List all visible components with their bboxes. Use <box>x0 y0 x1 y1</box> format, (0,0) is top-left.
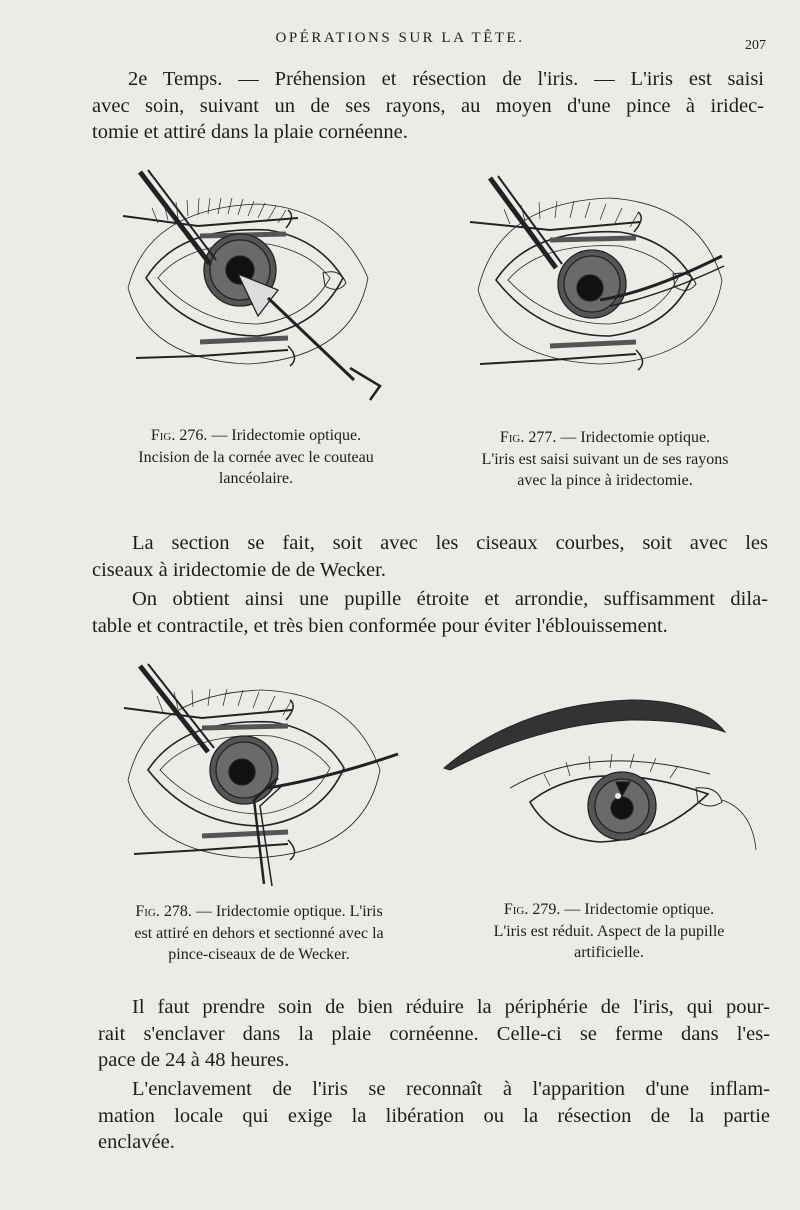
figure-276-caption-line-2: Incision de la cornée avec le couteau <box>138 448 374 466</box>
middle-paragraph-2-line-2: table et contractile, et très bien conformée pour éviter l'éblouissement. <box>92 614 668 637</box>
figure-276-illustration <box>118 168 388 413</box>
middle-paragraph-1 <box>92 530 768 583</box>
closing-paragraph-2-line-2: mation locale qui exige la libération ou la résection de la partie <box>98 1104 770 1127</box>
closing-paragraph-1 <box>98 994 770 1074</box>
running-title: OPÉRATIONS SUR LA TÊTE. <box>275 30 525 46</box>
closing-paragraph-2-line-1: L'enclavement de l'iris se reconnaît à l'apparition d'une inflam- <box>132 1078 770 1100</box>
closing-paragraph-1-line-3: pace de 24 à 48 heures. <box>98 1049 290 1071</box>
middle-paragraph-1-line-1: La section se fait, soit avec les ciseaux courbes, soit avec les <box>132 532 768 554</box>
figure-276-caption-line-3: lancéolaire. <box>218 470 294 487</box>
intro-line-2: avec soin, suivant un de ses rayons, au moyen d'une pince à iridec- <box>92 94 764 117</box>
figure-279-caption-line-1: Iridectomie optique. <box>584 901 715 918</box>
figure-279-illustration <box>440 690 758 860</box>
figure-277-illustration <box>470 172 732 387</box>
middle-paragraph-1-line-2: ciseaux à iridectomie de de Wecker. <box>92 558 386 581</box>
intro-line-1: 2e Temps. — Préhension et résection de l'iris. — L'iris est saisi <box>128 68 764 90</box>
middle-paragraph-2 <box>92 586 768 639</box>
figure-278-caption-line-1: Iridectomie optique. L'iris <box>215 903 383 920</box>
figure-277-caption: Fig. 277. — Iridectomie optique. L'iris est saisi suivant un de ses rayons avec la pince à iridectomie. <box>440 427 770 492</box>
figure-279-caption-line-3: artificielle. <box>574 944 644 961</box>
intro-paragraph <box>92 66 764 146</box>
closing-paragraph-1-line-1: Il faut prendre soin de bien réduire la périphérie de l'iris, qui pour- <box>132 996 770 1018</box>
figure-276-caption: Fig. 276. — Iridectomie optique. Incision de la cornée avec le couteau lancéolaire. <box>82 425 430 490</box>
closing-paragraph-2-line-3: enclavée. <box>98 1131 175 1153</box>
figure-278-caption-line-3: pince-ciseaux de de Wecker. <box>168 946 350 963</box>
intro-line-3: tomie et attiré dans la plaie cornéenne. <box>92 121 408 143</box>
figure-279-caption-line-2: L'iris est réduit. Aspect de la pupille <box>493 922 725 940</box>
middle-paragraph-2-line-1: On obtient ainsi une pupille étroite et arrondie, suffisamment dila- <box>132 588 768 610</box>
figure-278-label: Fig. 278. <box>135 903 192 920</box>
figure-277-label: Fig. 277. <box>499 429 557 446</box>
figure-278-caption-line-2: est attiré en dehors et sectionné avec la <box>134 924 384 942</box>
closing-paragraph-2 <box>98 1076 770 1156</box>
figure-276-caption-line-1: Iridectomie optique. <box>231 427 362 444</box>
figure-279-label: Fig. 279. <box>503 901 561 918</box>
closing-paragraph-1-line-2: rait s'enclaver dans la plaie cornéenne. Celle-ci se ferme dans l'es- <box>98 1022 770 1045</box>
figure-277-caption-line-1: Iridectomie optique. <box>580 429 711 446</box>
page-number: 207 <box>745 38 766 53</box>
figure-278-caption: Fig. 278. — Iridectomie optique. L'iris est attiré en dehors et sectionné avec la pince-ciseaux de de Wecker. <box>92 901 426 966</box>
figure-276-label: Fig. 276. <box>150 427 208 444</box>
figure-278-illustration <box>118 660 403 890</box>
figure-277-caption-line-2: L'iris est saisi suivant un de ses rayons <box>481 450 729 468</box>
figure-279-caption: Fig. 279. — Iridectomie optique. L'iris est réduit. Aspect de la pupille artificielle. <box>444 899 774 964</box>
figure-277-caption-line-3: avec la pince à iridectomie. <box>517 472 693 489</box>
